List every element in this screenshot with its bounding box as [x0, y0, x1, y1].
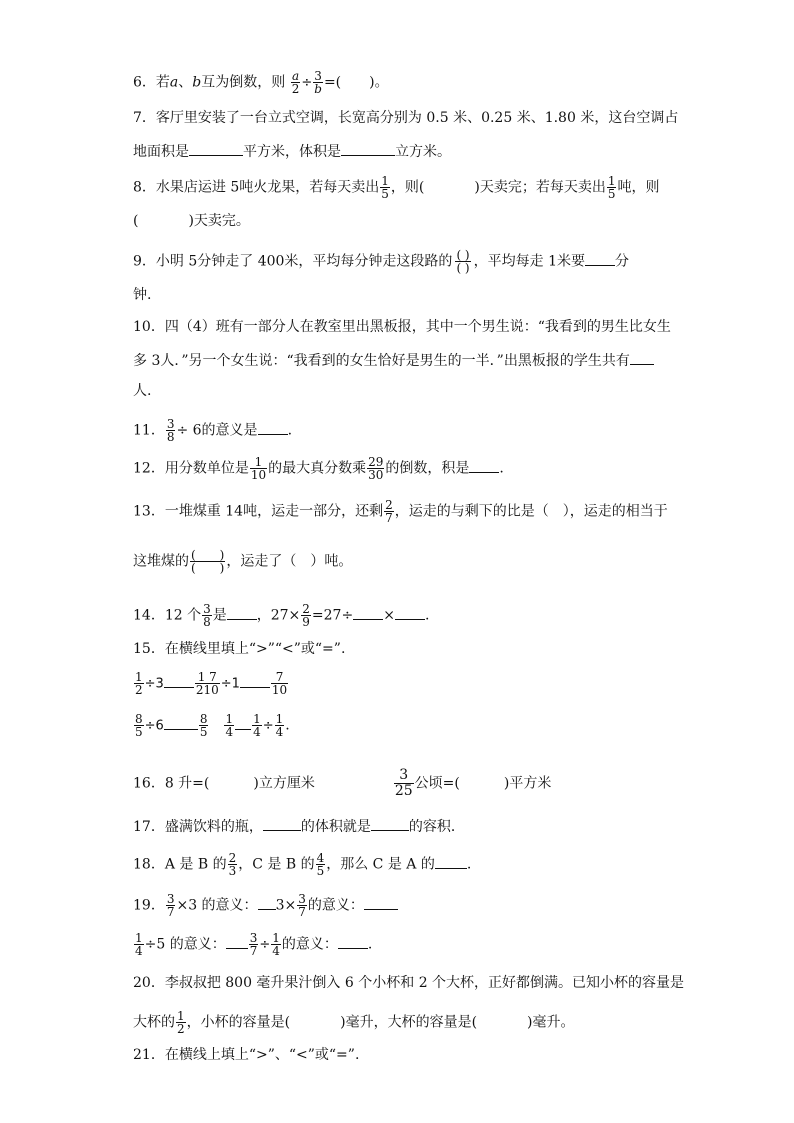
- question-10-line-2: 多 3人．”另一个女生说：“我看到的女生恰好是男生的一半．”出黑板报的学生共有: [133, 350, 654, 371]
- question-7-line-2: 地面积是 平方米，体积是 立方米。: [133, 141, 451, 162]
- question-8-line-2: ( )天卖完。: [133, 213, 250, 229]
- question-20-line-1: 20．李叔叔把 800 毫升果汁倒入 6 个小杯和 2 个大杯，正好都倒满。已知小杯的容量是: [133, 975, 685, 991]
- fraction: $\frac{3}{7}$: [249, 931, 258, 958]
- question-13-line-2: 这堆煤的 $\frac{( )}{( )}$ ，运走了（ ）吨。: [133, 548, 353, 575]
- answer-blank[interactable]: [395, 605, 425, 620]
- fraction: $\frac{1}{4}$: [225, 712, 234, 739]
- question-11: 11． $\frac{3}{8}$ ÷ 6的意义是 .: [133, 417, 293, 444]
- fraction: $\frac{1}{10}$: [250, 455, 267, 482]
- answer-blank[interactable]: [371, 816, 409, 831]
- question-17: 17．盛满饮料的瓶， 的体积就是 的容积．: [133, 816, 465, 837]
- fraction: $\frac{1}{2}$: [135, 670, 143, 697]
- question-19-row-1: 19． $\frac{3}{7}$ ×3 的意义： 3× $\frac{3}{7}$ 的意义：: [133, 893, 398, 918]
- answer-blank[interactable]: [353, 605, 383, 620]
- fraction: $\frac{3}{b}$: [314, 69, 322, 96]
- fraction: $\frac{1}{4}$: [275, 712, 284, 739]
- question-18: 18．A 是 B 的 $\frac{2}{3}$ ，C 是 B 的 $\frac{4}{5}$ ，那么 C 是 A 的 .: [133, 851, 472, 878]
- answer-blank[interactable]: [227, 605, 257, 620]
- fraction: $\frac{2}{3}$: [228, 851, 237, 878]
- answer-blank[interactable]: [263, 816, 301, 831]
- answer-blank[interactable]: [240, 673, 270, 688]
- answer-blank[interactable]: [164, 673, 194, 688]
- answer-blank[interactable]: [258, 895, 276, 910]
- question-16: 16．8 升=( )立方厘米 $\frac{3}{25}$ 公顷=( )平方米: [133, 767, 552, 799]
- question-13-line-1: 13．一堆煤重 14吨，运走一部分，还剩 $\frac{2}{7}$ ，运走的与剩下的比是（ ），运走的相当于: [133, 498, 668, 525]
- fraction: $\frac{1}{2}$: [177, 1009, 185, 1036]
- question-14: 14．12 个 $\frac{3}{8}$ 是 ，27× $\frac{2}{9}$ =27÷ × .: [133, 602, 430, 629]
- answer-blank[interactable]: [164, 715, 198, 730]
- question-21: 21．在横线上填上“>”、“<”或“=”.: [133, 1047, 360, 1063]
- question-7-line-1: 7．客厅里安装了一台立式空调，长宽高分别为 0.5 米、0.25 米、1.80 米，这台空调占: [133, 110, 679, 126]
- question-9-line-1: 9．小明 5分钟走了 400米，平均每分钟走这段路的 $\frac{( )}{( )}$ ，平均每走 1米要 分: [133, 248, 629, 275]
- answer-blank[interactable]: [364, 895, 398, 910]
- fraction: $\frac{3}{7}$: [298, 892, 306, 919]
- fraction: $\frac{3}{8}$: [166, 417, 175, 444]
- fraction: $\frac{3}{25}$: [394, 767, 413, 799]
- answer-blank[interactable]: [235, 715, 251, 730]
- question-20-line-2: 大杯的 $\frac{1}{2}$ ，小杯的容量是( )毫升，大杯的容量是( )毫升。: [133, 1009, 575, 1036]
- answer-blank[interactable]: [341, 141, 395, 156]
- fraction: $\frac{1}{5}$: [607, 174, 616, 201]
- question-10-line-3: 人.: [133, 383, 152, 399]
- fraction: $\frac{2}{9}$: [302, 602, 310, 629]
- fraction: $\frac{3}{7}$: [166, 892, 175, 919]
- answer-blank[interactable]: [469, 458, 499, 473]
- question-15-row-2: $\frac{8}{5}$ ÷6 $\frac{8}{5}$ $\frac{1}{4}$ $\frac{1}{4}$ ÷ $\frac{1}{4}$ .: [135, 712, 290, 739]
- answer-blank[interactable]: [630, 350, 654, 365]
- fraction: $\frac{8}{5}$: [135, 712, 143, 739]
- fraction: $\frac{2}{7}$: [385, 498, 393, 525]
- fraction: $\frac{3}{8}$: [203, 602, 211, 629]
- fraction: $\frac{1}{4}$: [253, 712, 261, 739]
- fraction: $\frac{( )}{( )}$: [456, 248, 470, 275]
- question-12: 12．用分数单位是 $\frac{1}{10}$ 的最大真分数乘 $\frac{29}{30}$ 的倒数，积是 .: [133, 455, 504, 482]
- answer-blank[interactable]: [338, 934, 368, 949]
- fraction: $\frac{4}{5}$: [316, 851, 325, 878]
- question-6: 6．若a、b互为倒数，则 $\frac{a}{2}$ ÷ $\frac{3}{b}$ =( )。: [133, 69, 389, 96]
- fraction: $\frac{a}{2}$: [291, 69, 300, 96]
- question-15-title: 15．在横线里填上“>”“<”或“=”.: [133, 641, 346, 657]
- answer-blank[interactable]: [226, 934, 248, 949]
- question-9-line-2: 钟.: [133, 287, 152, 303]
- fraction: $\frac{1}{5}$: [381, 174, 389, 201]
- question-8-line-1: 8．水果店运进 5吨火龙果，若每天卖出 $\frac{1}{5}$ ，则( )天卖完；若每天卖出 $\frac{1}{5}$ 吨，则: [133, 174, 660, 201]
- answer-blank[interactable]: [189, 141, 243, 156]
- question-19-row-2: $\frac{1}{4}$ ÷5 的意义： $\frac{3}{7}$ ÷ $\frac{1}{4}$ 的意义： .: [135, 931, 373, 958]
- question-15-row-1: $\frac{1}{2}$ ÷3 $\frac{1 7}{210}$ ÷1 $\frac{7}{10}$: [135, 670, 288, 697]
- fraction: $\frac{1}{4}$: [135, 931, 143, 958]
- answer-blank[interactable]: [435, 854, 467, 869]
- fraction: $\frac{7}{10}$: [271, 670, 288, 697]
- fraction: $\frac{1 7}{210}$: [195, 670, 219, 697]
- fraction: $\frac{1}{4}$: [272, 931, 280, 958]
- answer-blank[interactable]: [258, 420, 288, 435]
- question-10-line-1: 10．四（4）班有一部分人在教室里出黑板报，其中一个男生说：“我看到的男生比女生: [133, 319, 671, 335]
- fraction: $\frac{29}{30}$: [368, 455, 384, 482]
- fraction: $\frac{( )}{( )}$: [191, 548, 225, 575]
- fraction: $\frac{8}{5}$: [199, 712, 208, 739]
- answer-blank[interactable]: [585, 251, 615, 266]
